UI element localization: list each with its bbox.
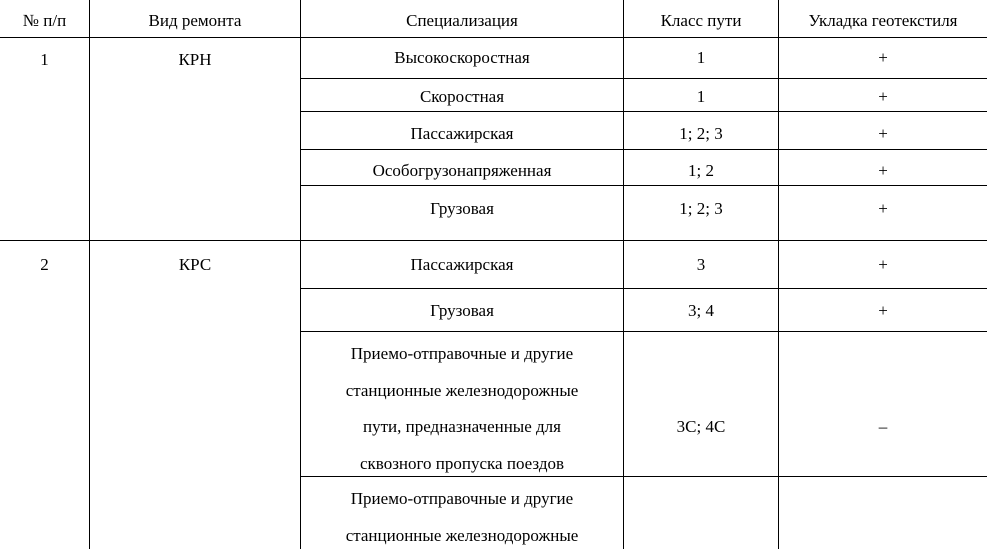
spec-line: Приемо-отправочные и другие: [301, 336, 623, 373]
header-geotextile: Укладка геотекстиля: [779, 5, 987, 37]
row-class: 3; 4: [624, 289, 778, 333]
group-1-num: 1: [0, 48, 89, 72]
row-spec: Грузовая: [301, 289, 623, 333]
header-class: Класс пути: [624, 5, 778, 37]
rule-group: [0, 240, 987, 241]
row-spec: Пассажирская: [301, 245, 623, 285]
spec-line: сквозного пропуска поездов: [301, 446, 623, 483]
header-specialization: Специализация: [301, 5, 623, 37]
row-geotextile: +: [779, 150, 987, 192]
group-2-num: 2: [0, 253, 89, 277]
spec-line: пути, предназначенные для: [301, 409, 623, 446]
row-geotextile: +: [779, 190, 987, 228]
row-class: 3: [624, 245, 778, 285]
row-class: 1; 2; 3: [624, 190, 778, 228]
group-1-repair: КРН: [90, 48, 300, 72]
row-class: 1: [624, 38, 778, 78]
row-class: 3С; 4С: [624, 332, 778, 522]
row-spec: Пассажирская: [301, 114, 623, 154]
row-spec: Высокоскоростная: [301, 38, 623, 78]
row-geotextile: +: [779, 289, 987, 333]
spec-line: Приемо-отправочные и другие: [301, 481, 623, 518]
row-class: 1; 2; 3: [624, 114, 778, 154]
row-spec: Грузовая: [301, 190, 623, 228]
row-geotextile: +: [779, 79, 987, 114]
spec-line: станционные железнодорожные: [301, 518, 623, 554]
header-num: № п/п: [0, 5, 89, 37]
row-geotextile: +: [779, 114, 987, 154]
header-repair: Вид ремонта: [90, 5, 300, 37]
row-class: 1: [624, 79, 778, 114]
spec-line: станционные железнодорожные: [301, 373, 623, 410]
row-class: 1; 2: [624, 150, 778, 192]
row-spec-multiline: [301, 481, 623, 554]
row-spec: Скоростная: [301, 79, 623, 114]
row-geotextile: +: [779, 38, 987, 78]
row-spec-multiline: [301, 336, 623, 482]
group-2-repair: КРС: [90, 253, 300, 277]
row-geotextile: –: [779, 332, 987, 522]
row-spec: Особогрузонапряженная: [301, 150, 623, 192]
row-geotextile: +: [779, 245, 987, 285]
